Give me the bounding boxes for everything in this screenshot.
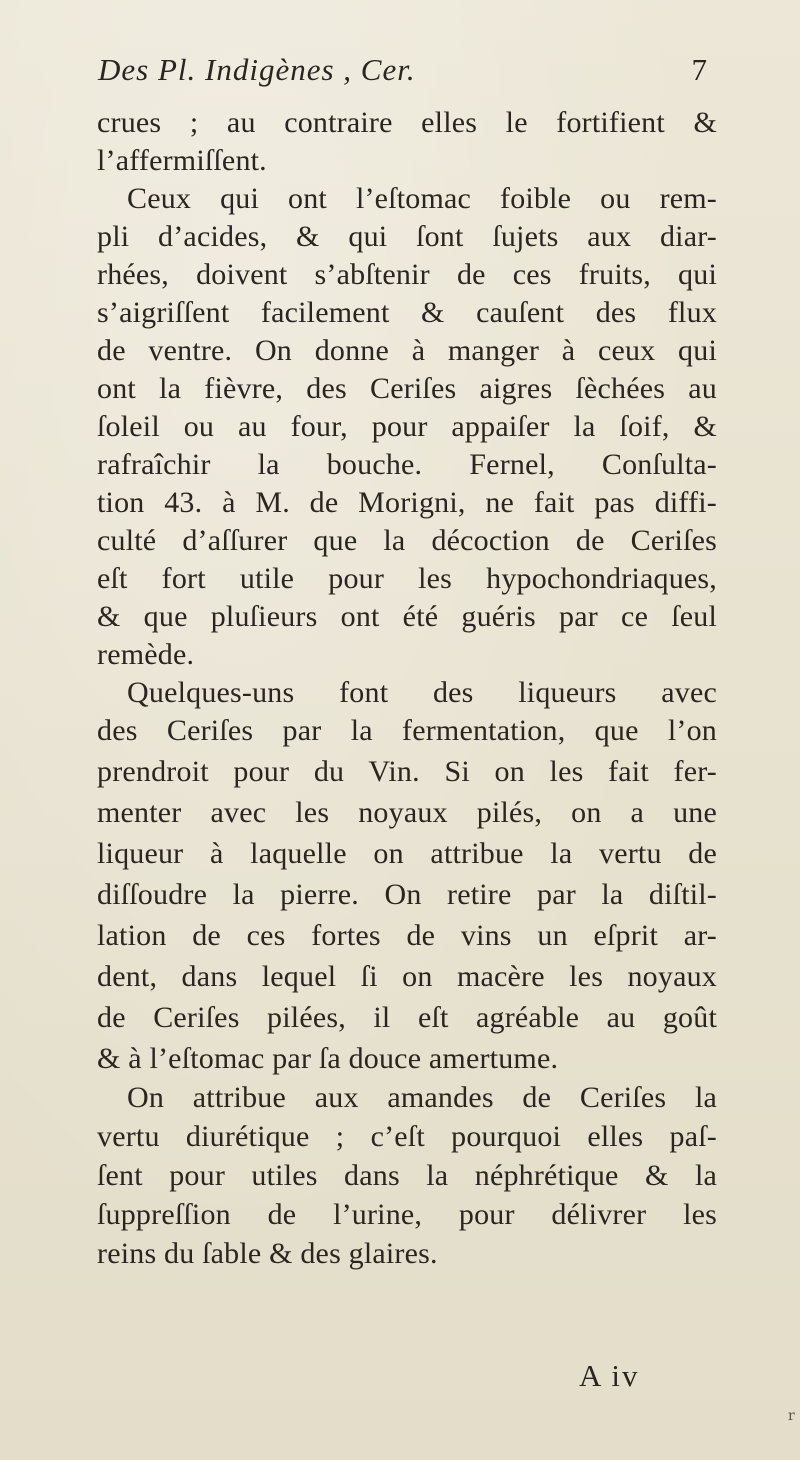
- text-line: prendroit pour du Vin. Si on les fait fer-: [97, 755, 717, 788]
- text-line: lation de ces fortes de vins un eſprit ar-: [97, 919, 717, 952]
- text-line: pli d’acides, & qui ſont ſujets aux diar-: [97, 220, 717, 253]
- text-line: tion 43. à M. de Morigni, ne fait pas diffi-: [97, 486, 717, 519]
- text-line: ont la fièvre, des Ceriſes aigres ſèchées au: [97, 372, 717, 405]
- text-line: diſſoudre la pierre. On retire par la diſtil-: [97, 878, 717, 911]
- text-line: ſoleil ou au four, pour appaiſer la ſoif, &: [97, 410, 717, 443]
- text-line: s’aigriſſent facilement & cauſent des flux: [97, 296, 717, 329]
- text-line: remède.: [97, 638, 195, 671]
- text-line: rafraîchir la bouche. Fernel, Conſulta-: [97, 448, 717, 481]
- text-line: ſent pour utiles dans la néphrétique & la: [97, 1159, 717, 1192]
- text-line: rhées, doivent s’abſtenir de ces fruits, qui: [97, 258, 717, 291]
- text-line: Ceux qui ont l’eſtomac foible ou rem-: [127, 182, 717, 215]
- text-line: l’affermiſſent.: [97, 144, 267, 177]
- text-line: Quelques-uns font des liqueurs avec: [127, 676, 717, 709]
- text-line: dent, dans lequel ſi on macère les noyaux: [97, 960, 717, 993]
- text-line: & que pluſieurs ont été guéris par ce ſeul: [97, 600, 717, 633]
- text-line: culté d’aſſurer que la décoction de Ceriſes: [97, 524, 717, 557]
- text-line: de Ceriſes pilées, il eſt agréable au goût: [97, 1001, 717, 1034]
- text-line: reins du ſable & des glaires.: [97, 1237, 438, 1270]
- text-line: liqueur à laquelle on attribue la vertu de: [97, 837, 717, 870]
- text-line: ſuppreſſion de l’urine, pour délivrer les: [97, 1198, 717, 1231]
- text-line: On attribue aux amandes de Ceriſes la: [127, 1081, 717, 1114]
- edge-mark: r: [788, 1408, 795, 1424]
- page-number: 7: [691, 52, 708, 87]
- text-line: eſt fort utile pour les hypochondriaques,: [97, 562, 717, 595]
- text-line: de ventre. On donne à manger à ceux qui: [97, 334, 717, 367]
- text-line: & à l’eſtomac par ſa douce amertume.: [97, 1042, 559, 1075]
- text-line: des Ceriſes par la fermentation, que l’on: [97, 714, 717, 747]
- running-title: Des Pl. Indigènes , Cer.: [98, 52, 416, 87]
- catchword-signature: A iv: [579, 1358, 640, 1393]
- text-line: crues ; au contraire elles le fortifient &: [97, 106, 717, 139]
- text-line: vertu diurétique ; c’eſt pourquoi elles paſ-: [97, 1120, 717, 1153]
- text-line: menter avec les noyaux pilés, on a une: [97, 796, 717, 829]
